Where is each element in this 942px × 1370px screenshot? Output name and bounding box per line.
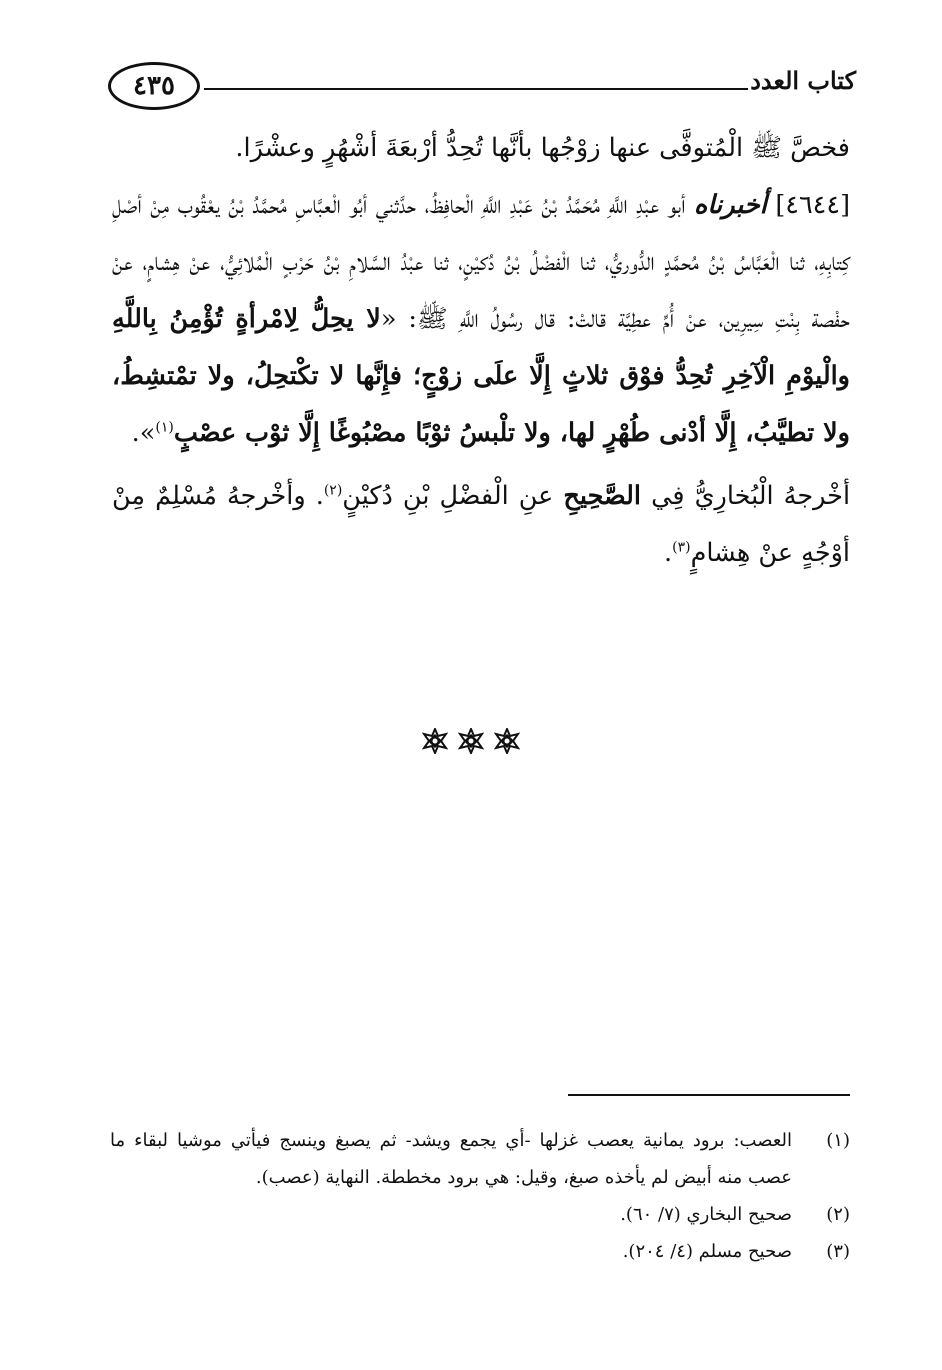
takhrij-text-3: . وأخْرجهُ مُسْلِمٌ مِنْ أوْجُهٍ عنْ هِشامٍ xyxy=(112,481,850,568)
page-number: ٤٣٥ xyxy=(108,62,200,110)
takhrij-text-2: عنِ الْفضْلِ بْنِ دُكيْنٍ xyxy=(342,481,554,511)
isnad-text: أبو عبْدِ اللَّهِ مُحَمَّدُ بْنُ عَبْدِ اللَّهِ الْحافِظُ، حدَّثني أبُو الْعبَّاسِ مُحمَّدُ بْنُ يعْقُوب مِنْ أصْلِ كِتابِهِ، ثنا الْعَبَّاسُ بْنُ مُحمَّدٍ الدُّوريُّ، ثنا الْفضْلُ بْنُ دُكيْنٍ، ثنا عبْدُ السَّلامِ بْنُ حَرْبٍ الْمُلائِيُّ، عنْ هِشامٍ، عنْ حفْصة بِنْتِ سِيرِين، عنْ أُمِّ عطِيَّة قالتْ: قال رسُولُ اللَّهِ ﷺ: xyxy=(112,190,850,334)
takhrij-paragraph xyxy=(112,468,850,582)
footnote-text: صحيح مسلم (٤/ ٢٠٤). xyxy=(622,1241,792,1262)
main-text xyxy=(112,120,850,582)
footnote-marker: (١) xyxy=(826,1130,850,1151)
footnote-ref-2: (٢) xyxy=(323,482,343,499)
footnote-marker: (٢) xyxy=(826,1204,850,1225)
footnote-text: صحيح البخاري (٧/ ٦٠). xyxy=(620,1204,792,1225)
footnote-2 xyxy=(110,1196,850,1233)
footnote-marker: (٣) xyxy=(826,1241,850,1262)
takhrij-text-1: أخْرجهُ الْبُخارِيُّ فِي xyxy=(651,481,851,511)
rosette-icon xyxy=(458,728,484,754)
hadith-number: [٤٦٤٤] xyxy=(775,190,851,220)
footnote-1 xyxy=(110,1122,850,1196)
footnote-text: العصب: برود يمانية يعصب غزلها -أي يجمع ويشد- ثم يصبغ وينسج فيأتي موشيا لبقاء ما عصب منه أبيض لم يأخذه صبغ، وقيل: هي برود مخططة. النهاية (عصب). xyxy=(110,1130,792,1188)
rosette-icon xyxy=(422,728,448,754)
intro-line: فخصَّ ﷺ الْمُتوفَّى عنها زوْجُها بأنَّها تُحِدُّ أرْبعَةَ أشْهُرٍ وعشْرًا. xyxy=(235,133,850,163)
hadith-paragraph xyxy=(112,177,850,462)
akhbarana-label: أخبرناه xyxy=(693,190,767,220)
page-header xyxy=(108,58,856,118)
footnote-ref-1: (١) xyxy=(155,419,174,436)
book-title: كتاب العدد xyxy=(750,66,856,95)
footnote-ref-3: (٣) xyxy=(672,539,691,556)
takhrij-end: . xyxy=(663,538,673,568)
sahih-label: الصَّحِيحِ xyxy=(563,481,642,511)
header-rule xyxy=(204,88,748,90)
footnote-rule xyxy=(568,1094,850,1096)
rosette-icon xyxy=(494,728,520,754)
footnotes xyxy=(110,1122,850,1270)
hadith-quote: لا يحِلُّ لِامْرأةٍ تُؤْمِنُ بِاللَّهِ والْيوْمِ الْآخِرِ تُحِدُّ فوْق ثلاثٍ إِلَّا علَى زوْجٍ؛ فإِنَّها لا تكْتحِلُ، ولا تمْتشِطُ، ولا تطيَّبُ، إِلَّا أدْنى طُهْرٍ لها، ولا تلْبسُ ثوْبًا مصْبُوغًا إِلَّا ثوْب عصْبٍ xyxy=(112,304,850,448)
section-ornaments xyxy=(0,728,942,754)
quote-open: « xyxy=(380,304,397,334)
footnote-3 xyxy=(110,1233,850,1270)
quote-close: ». xyxy=(131,418,156,448)
